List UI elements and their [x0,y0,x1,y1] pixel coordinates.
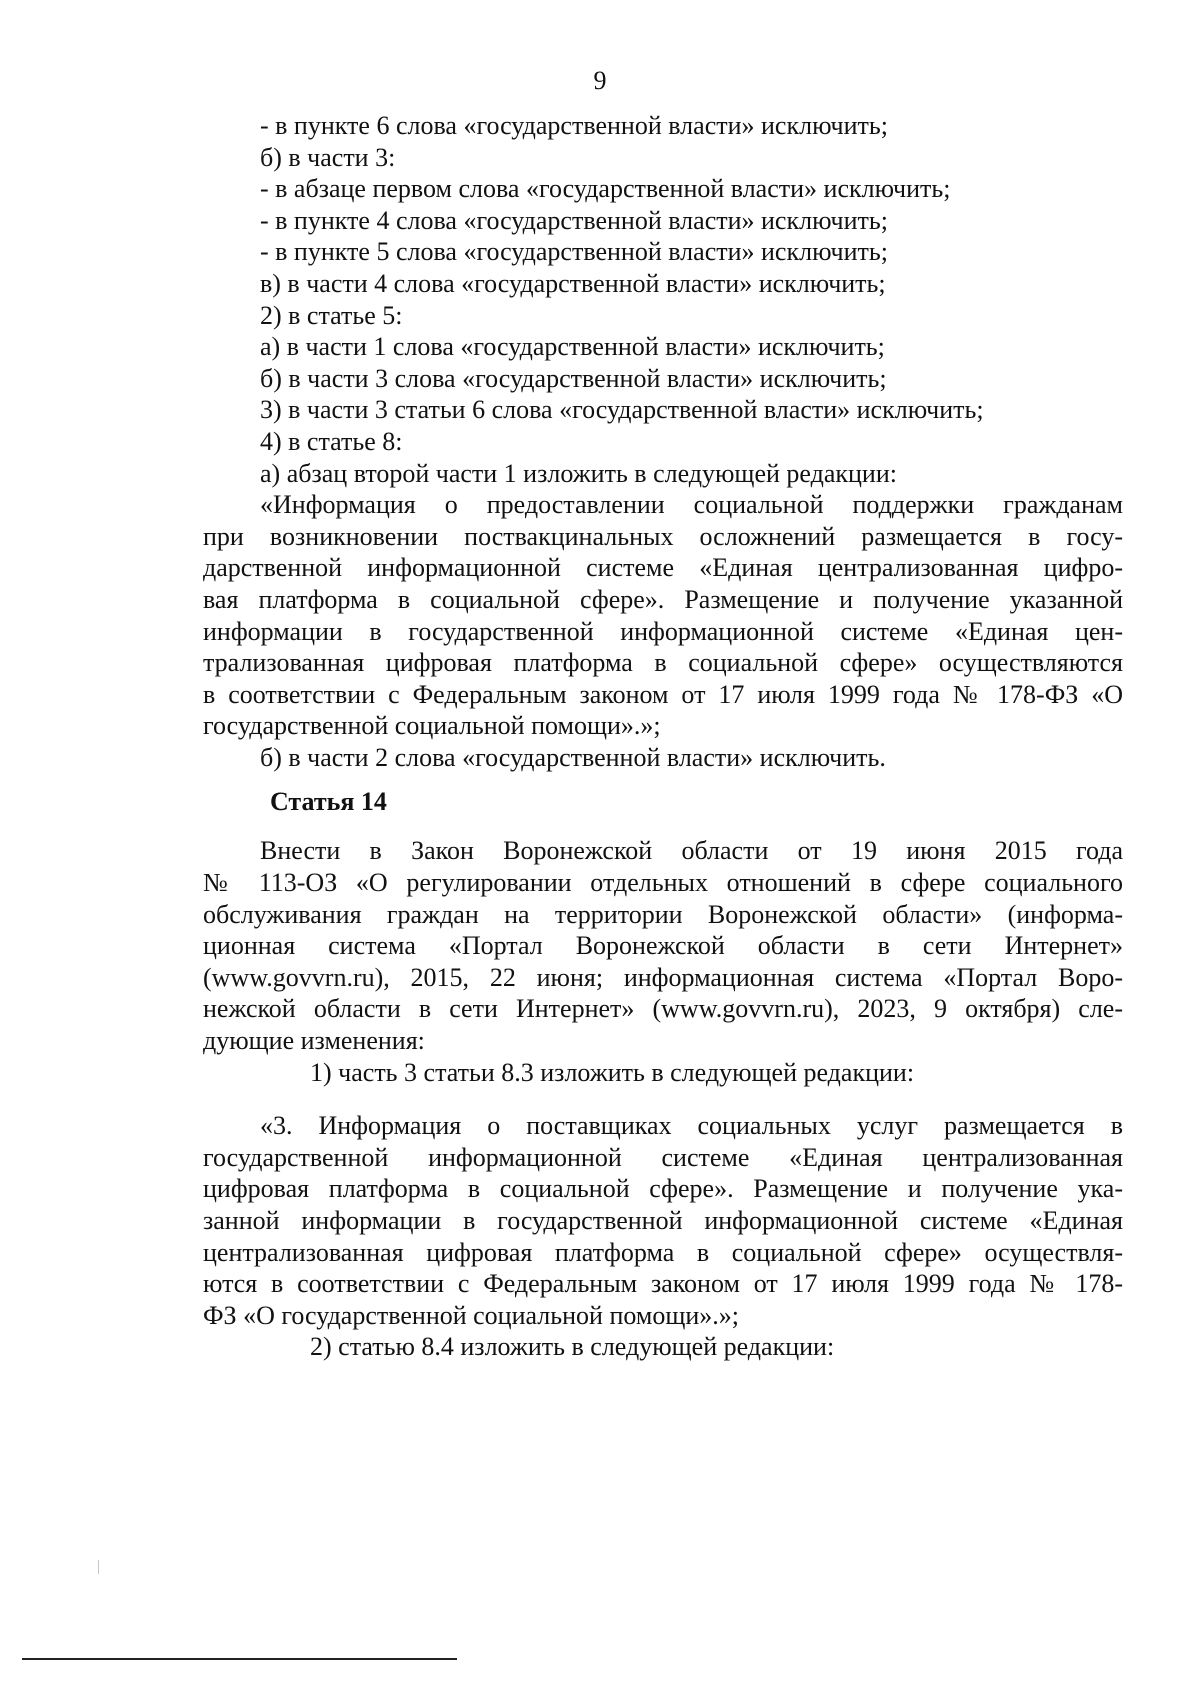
article-line: № 113-ОЗ «О регулировании отдельных отношений в сфере социального [203,868,1123,898]
article-line: обслуживания граждан на территории Воронежской области» (информа- [203,899,1123,929]
quote-line: информации в государственной информационной системе «Единая цен- [203,616,1123,646]
article-line: ционная система «Портал Воронежской области в сети Интернет» [203,931,1123,961]
text-line: - в пункте 5 слова «государственной власти» исключить; [260,237,888,267]
text-line: - в абзаце первом слова «государственной власти» исключить; [260,174,951,204]
quote-line: «3. Информация о поставщиках социальных услуг размещается в [260,1111,1123,1141]
quote-line: «Информация о предоставлении социальной поддержки гражданам [260,490,1123,520]
text-line: 2) в статье 5: [260,300,403,330]
quote-line: в соответствии с Федеральным законом от 17 июля 1999 года № 178-ФЗ «О [203,679,1123,709]
page-number: 9 [593,66,607,95]
text-line: 3) в части 3 статьи 6 слова «государственной власти» исключить; [260,395,984,425]
quote-line: централизованная цифровая платформа в социальной сфере» осуществля- [203,1237,1123,1267]
scan-speck [98,1560,99,1574]
text-line: в) в части 4 слова «государственной власти» исключить; [260,268,886,298]
list-item: 2) статью 8.4 изложить в следующей редакции: [310,1332,835,1362]
quote-line: трализованная цифровая платформа в социальной сфере» осуществляются [203,648,1123,678]
text-line: б) в части 2 слова «государственной власти» исключить. [260,742,886,772]
quote-line: ются в соответствии с Федеральным законом от 17 июля 1999 года № 178- [203,1269,1123,1299]
quote-line: цифровая платформа в социальной сфере». Размещение и получение ука- [203,1174,1123,1204]
footer-rule [22,1658,457,1660]
quote-line: при возникновении поствакцинальных осложнений размещается в госу- [203,521,1123,551]
text-line: - в пункте 4 слова «государственной власти» исключить; [260,205,888,235]
text-line: - в пункте 6 слова «государственной власти» исключить; [260,111,888,140]
text-line: а) абзац второй части 1 изложить в следующей редакции: [260,458,897,488]
quote-line: дарственной информационной системе «Единая централизованная цифро- [203,553,1123,583]
text-line: б) в части 3 слова «государственной власти» исключить; [260,363,887,393]
list-item: 1) часть 3 статьи 8.3 изложить в следующей редакции: [310,1057,915,1087]
quote-line: ФЗ «О государственной социальной помощи».»; [203,1300,739,1330]
article-line: дующие изменения: [203,1026,425,1056]
quote-line: занной информации в государственной информационной системе «Единая [203,1206,1123,1235]
text-line: 4) в статье 8: [260,426,403,456]
document-body [203,110,1123,1363]
quote-line: государственной социальной помощи».»; [203,711,661,741]
text-line: а) в части 1 слова «государственной власти» исключить; [260,332,885,362]
spacer [203,1088,1123,1110]
article-line: нежской области в сети Интернет» (www.govvrn.ru), 2023, 9 октября) сле- [203,994,1123,1024]
quote-line: государственной информационной системе «Единая централизованная [203,1142,1123,1172]
article-line: Внести в Закон Воронежской области от 19 июня 2015 года [260,836,1123,866]
text-line: б) в части 3: [260,142,396,172]
article-title: Статья 14 [270,787,387,817]
article-line: (www.govvrn.ru), 2015, 22 июня; информационная система «Портал Воро- [203,962,1123,992]
quote-line: вая платформа в социальной сфере». Размещение и получение указанной [203,584,1123,614]
